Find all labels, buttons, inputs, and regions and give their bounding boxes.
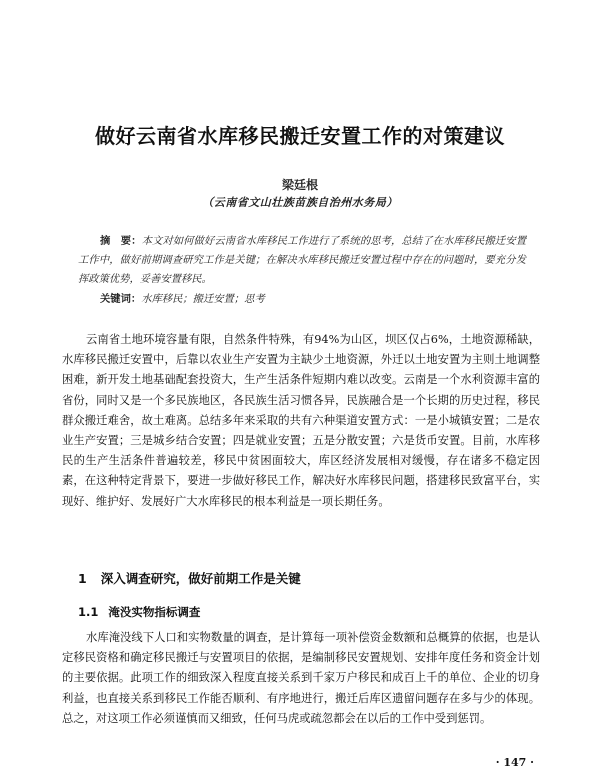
intro-paragraph: 云南省土地环境容量有限，自然条件特殊，有94%为山区，坝区仅占6%，土地资源稀缺，水库移民搬迁安置中，后靠以农业生产安置为主缺少土地资源，外迁以土地安置为主则土地调整困难，新开发土地基础配套投资大，生产生活条件短期内难以改变。云南是一个水利资源丰富的省份，同时又是一个多民族地区，各民族生活习惯各异，民族融合是一个长期的历史过程，移民群众搬迁难舍，故土难离。总结多年来采取的共有六种渠道安置方式：一是小城镇安置；二是农业生产安置；三是城乡结合安置；四是就业安置；五是分散安置；六是货币安置。目前，水库移民的生产生活条件普遍较差，移民中贫困面较大，库区经济发展相对缓慢，存在诸多不稳定因素，在这种特定背景下，要进一步做好移民工作，解决好水库移民问题，搭建移民致富平台，实现好、维护好、发展好广大水库移民的根本利益是一项长期任务。 (62, 333, 540, 508)
subsection-title: 淹没实物指标调查 (108, 605, 201, 619)
keywords-text: 水库移民；搬迁安置；思考 (141, 293, 265, 305)
paper-title: 做好云南省水库移民搬迁安置工作的对策建议 (95, 124, 505, 148)
abstract-text: 本文对如何做好云南省水库移民工作进行了系统的思考，总结了在水库移民搬迁安置工作中，做好前期调查研究工作是关键；在解决水库移民搬迁安置过程中存在的问题时，要充分发挥政策优势，妥善安置移民。 (78, 235, 527, 285)
section-number: 1 (78, 571, 87, 586)
abstract (78, 232, 526, 289)
keywords-label: 关键词： (100, 293, 142, 305)
author-affiliation: （云南省文山壮族苗族自治州水务局） (202, 196, 398, 209)
abstract-label: 摘 要： (100, 235, 142, 247)
section-heading (78, 569, 301, 587)
keywords (100, 290, 520, 309)
subsection-heading (78, 604, 200, 620)
section-title: 深入调查研究，做好前期工作是关键 (100, 571, 301, 586)
subsection-number: 1.1 (78, 605, 99, 619)
author-name: 梁廷根 (281, 178, 318, 192)
subsection-paragraph: 水库淹没线下人口和实物数量的调查，是计算每一项补偿资金数额和总概算的依据，也是认定移民资格和确定移民搬迁与安置项目的依据，是编制移民安置规划、安排年度任务和资金计划的主要依据。此项工作的细致深入程度直接关系到千家万户移民和成百上千的单位、企业的切身利益，也直接关系到移民工作能否顺利、有序地进行，搬迁后库区遗留问题存在多与少的体现。总之，对这项工作必须谨慎而又细致，任何马虎或疏忽都会在以后的工作中受到惩罚。 (62, 631, 540, 725)
page-number: · 147 · (495, 756, 534, 769)
